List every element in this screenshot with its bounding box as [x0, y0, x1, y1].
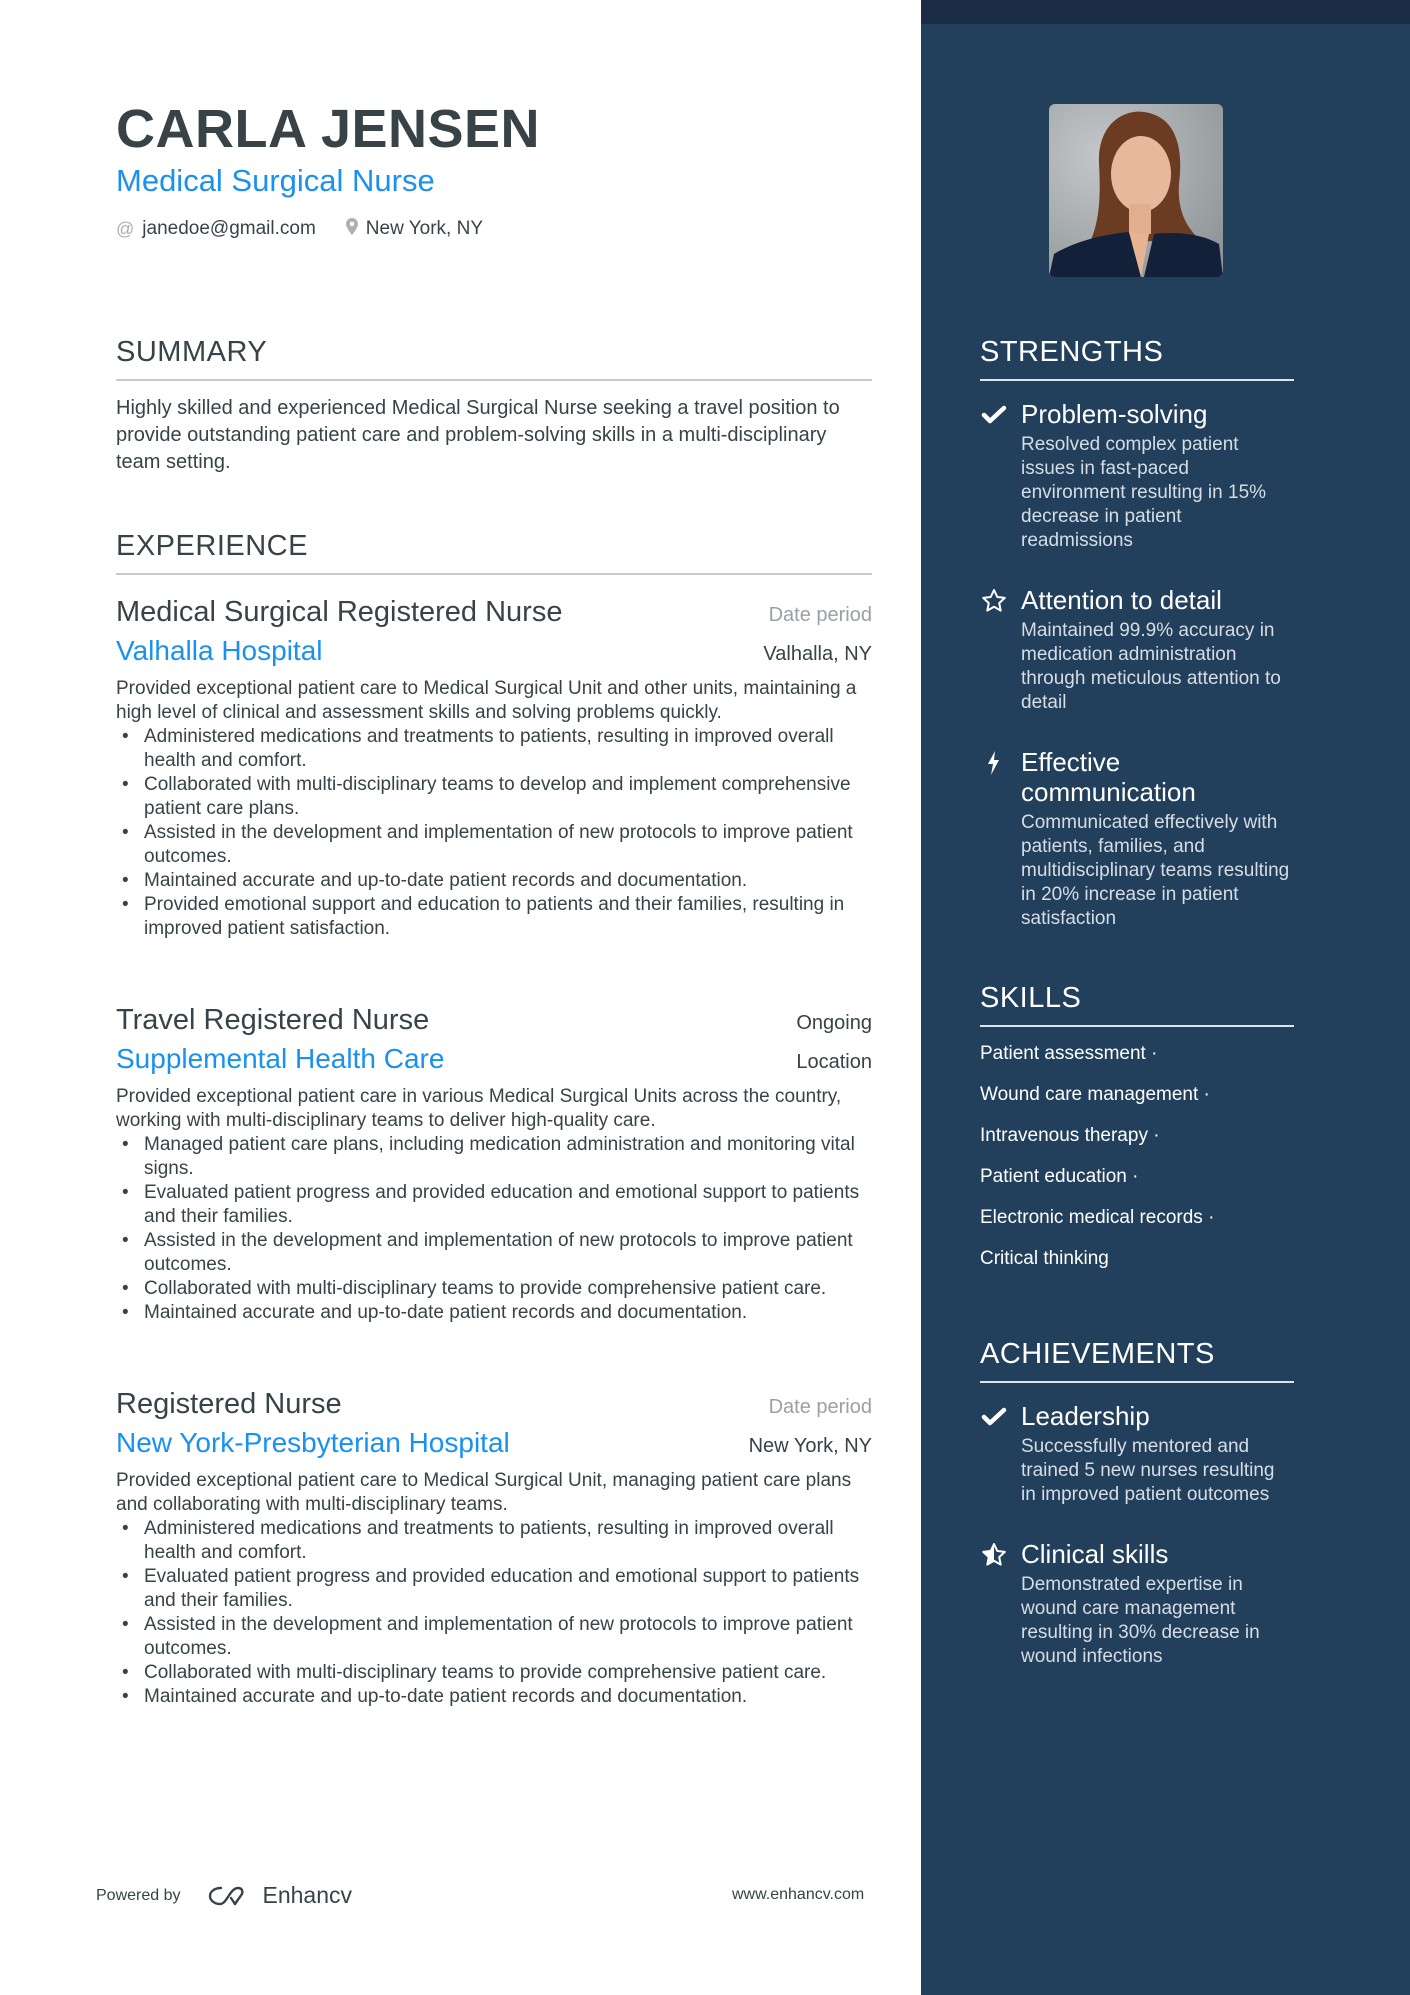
item-title: Effective communication	[1021, 747, 1196, 807]
location-pin-icon	[346, 218, 358, 240]
summary-section	[116, 336, 872, 476]
bullet-item: • Assisted in the development and implementation of new protocols to improve patient outcomes.	[116, 821, 872, 869]
section-heading: STRENGTHS	[980, 336, 1164, 368]
job-description: Provided exceptional patient care to Medical Surgical Unit, managing patient care plans and collaborating with multi-disciplinary teams.	[116, 1470, 852, 1515]
item-title: Problem-solving	[1021, 399, 1208, 429]
powered-by-label: Powered by	[96, 1886, 181, 1904]
item-description: Successfully mentored and trained 5 new nurses resulting in improved patient outcomes	[1021, 1436, 1275, 1505]
skill-item	[980, 1125, 1294, 1166]
strengths-item	[980, 747, 1294, 931]
job-company-row	[116, 1037, 872, 1075]
at-icon: @	[116, 218, 135, 239]
job-date: Date period	[768, 604, 872, 626]
job-header-row	[116, 1388, 872, 1421]
bullet-item: • Evaluated patient progress and provided education and emotional support to patients and their families.	[116, 1181, 872, 1229]
job-entry	[116, 1004, 872, 1325]
profile-photo	[1049, 104, 1223, 277]
bullet-item: • Provided emotional support and education to patients and their families, resulting in improved patient satisfaction.	[116, 893, 872, 941]
contact-info	[116, 218, 483, 240]
job-bullets	[116, 725, 872, 941]
bullet-item: • Administered medications and treatments to patients, resulting in improved overall health and comfort.	[116, 725, 872, 773]
company-name[interactable]: Supplemental Health Care	[116, 1043, 445, 1074]
divider	[980, 1025, 1294, 1027]
job-location: Location	[796, 1051, 872, 1073]
job-date: Date period	[768, 1396, 872, 1418]
enhancv-logo-icon	[207, 1884, 253, 1908]
job-location: New York, NY	[748, 1435, 872, 1457]
skill-label: Patient education	[980, 1166, 1127, 1187]
item-title: Clinical skills	[1021, 1539, 1169, 1569]
bullet-item: • Managed patient care plans, including medication administration and monitoring vital signs.	[116, 1133, 872, 1181]
job-bullets	[116, 1517, 872, 1709]
divider	[980, 1381, 1294, 1383]
skill-item	[980, 1043, 1294, 1084]
bullet-item: • Collaborated with multi-disciplinary teams to provide comprehensive patient care.	[116, 1277, 872, 1301]
job-date: Ongoing	[796, 1012, 872, 1034]
location: New York, NY	[365, 218, 484, 239]
half-star-icon	[980, 1541, 1008, 1569]
bullet-item: • Evaluated patient progress and provided education and emotional support to patients and their families.	[116, 1565, 872, 1613]
bullet-item: • Assisted in the development and implementation of new protocols to improve patient outcomes.	[116, 1229, 872, 1277]
item-description: Communicated effectively with patients, families, and multidisciplinary teams resulting in 20% increase in patient satisfaction	[1021, 812, 1290, 929]
separator-dot: ·	[1126, 1166, 1139, 1187]
experience-section	[116, 530, 872, 575]
skill-item	[980, 1166, 1294, 1207]
lightning-icon	[980, 749, 1008, 777]
skill-label: Wound care management	[980, 1084, 1199, 1105]
candidate-role: Medical Surgical Nurse	[116, 163, 435, 198]
job-entry	[116, 1388, 872, 1709]
job-description: Provided exceptional patient care to Medical Surgical Unit and other units, maintaining a high level of clinical and assessment skills and solving problems quickly.	[116, 678, 857, 723]
bullet-item: • Assisted in the development and implementation of new protocols to improve patient outcomes.	[116, 1613, 872, 1661]
item-description: Demonstrated expertise in wound care management resulting in 30% decrease in wound infections	[1021, 1574, 1260, 1667]
job-company-row	[116, 629, 872, 667]
section-heading: ACHIEVEMENTS	[980, 1338, 1215, 1370]
strengths-section	[980, 336, 1294, 931]
bullet-item: • Collaborated with multi-disciplinary teams to develop and implement comprehensive patient care plans.	[116, 773, 872, 821]
section-heading: SKILLS	[980, 982, 1082, 1014]
skill-label: Electronic medical records	[980, 1207, 1203, 1228]
strengths-item	[980, 585, 1294, 715]
divider	[980, 379, 1294, 381]
job-title: Medical Surgical Registered Nurse	[116, 596, 563, 628]
job-location: Valhalla, NY	[763, 643, 872, 665]
enhancv-logo[interactable]	[207, 1882, 353, 1909]
job-title: Travel Registered Nurse	[116, 1004, 430, 1036]
bullet-item: • Administered medications and treatments to patients, resulting in improved overall health and comfort.	[116, 1517, 872, 1565]
achievements-item	[980, 1539, 1294, 1669]
section-heading: SUMMARY	[116, 336, 268, 368]
brand-name: Enhancv	[262, 1882, 353, 1908]
summary-text: Highly skilled and experienced Medical Surgical Nurse seeking a travel position to provide outstanding patient care and problem-solving skills in a multi-disciplinary team setting.	[116, 397, 840, 473]
email[interactable]: janedoe@gmail.com	[142, 218, 316, 239]
item-title: Attention to detail	[1021, 585, 1222, 615]
bullet-item: • Maintained accurate and up-to-date patient records and documentation.	[116, 1685, 872, 1709]
item-title: Leadership	[1021, 1401, 1150, 1431]
company-name[interactable]: New York-Presbyterian Hospital	[116, 1427, 510, 1458]
skill-item	[980, 1248, 1294, 1289]
star-icon	[980, 587, 1008, 615]
skill-label: Patient assessment	[980, 1043, 1146, 1064]
job-bullets	[116, 1133, 872, 1325]
skill-item	[980, 1207, 1294, 1248]
separator-dot: ·	[1202, 1207, 1215, 1228]
separator-dot: ·	[1198, 1084, 1210, 1105]
bullet-item: • Maintained accurate and up-to-date patient records and documentation.	[116, 1301, 872, 1325]
separator-dot: ·	[1147, 1125, 1160, 1146]
footer-url[interactable]: www.enhancv.com	[732, 1886, 865, 1903]
skill-label: Intravenous therapy	[980, 1125, 1148, 1146]
skills-section	[980, 982, 1294, 1289]
divider	[116, 379, 872, 381]
bullet-item: • Maintained accurate and up-to-date patient records and documentation.	[116, 869, 872, 893]
job-company-row	[116, 1421, 872, 1459]
job-entry	[116, 596, 872, 941]
strengths-item	[980, 399, 1294, 553]
skill-item	[980, 1084, 1294, 1125]
bullet-item: • Collaborated with multi-disciplinary teams to provide comprehensive patient care.	[116, 1661, 872, 1685]
footer-branding	[96, 1882, 352, 1909]
company-name[interactable]: Valhalla Hospital	[116, 635, 323, 666]
achievements-item	[980, 1401, 1294, 1507]
section-heading: EXPERIENCE	[116, 530, 308, 562]
job-description: Provided exceptional patient care in various Medical Surgical Units across the country, working with multi-disciplinary teams to deliver high-quality care.	[116, 1086, 842, 1131]
job-header-row	[116, 1004, 872, 1037]
item-description: Resolved complex patient issues in fast-paced environment resulting in 15% decrease in patient readmissions	[1021, 434, 1267, 551]
job-title: Registered Nurse	[116, 1388, 342, 1420]
job-header-row	[116, 596, 872, 629]
divider	[116, 573, 872, 575]
separator-dot: ·	[1145, 1043, 1158, 1064]
achievements-section	[980, 1338, 1294, 1669]
skill-label: Critical thinking	[980, 1248, 1109, 1269]
candidate-name: CARLA JENSEN	[116, 99, 541, 159]
check-icon	[980, 1403, 1008, 1431]
check-icon	[980, 401, 1008, 429]
item-description: Maintained 99.9% accuracy in medication administration through meticulous attention to detail	[1021, 620, 1281, 713]
sidebar-top-band	[921, 0, 1410, 24]
